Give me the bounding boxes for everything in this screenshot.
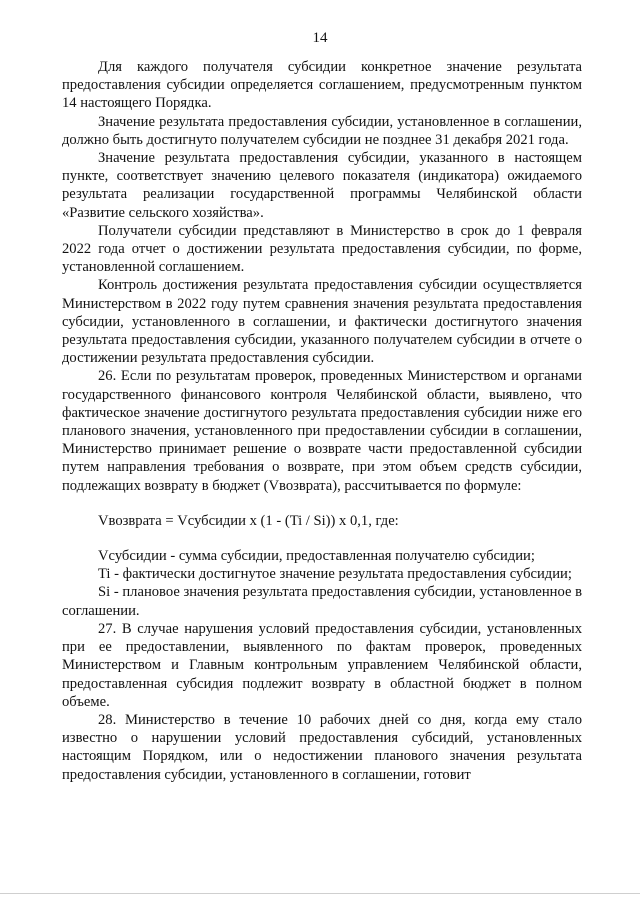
- formula: Vвозврата = Vсубсидии x (1 - (Ti / Si)) x 0,1, где:: [98, 512, 399, 529]
- definition-vsubsidy: Vсубсидии - сумма субсидии, предоставленная получателю субсидии;: [98, 548, 535, 565]
- paragraph-28: 28. Министерство в течение 10 рабочих дней со дня, когда ему стало известно о нарушении условий предоставления субсидий, установленных настоящим Порядком, или о недостижении планового значения результата предоставления субсидии, установленного в соглашении, готовит: [62, 711, 582, 783]
- paragraph-control: Контроль достижения результата предоставления субсидии осуществляется Министерством в 2022 году путем сравнения значения результата предоставления субсидии, установленного в соглашении, и фактически достигнутого значения результата предоставления субсидии, указанного получателем субсидии в отчете о достижении результата предоставления субсидии.: [62, 277, 582, 367]
- definition-ti: Ti - фактически достигнутое значение результата предоставления субсидии;: [98, 566, 572, 583]
- paragraph-report: Получатели субсидии представляют в Министерство в срок до 1 февраля 2022 года отчет о достижении результата предоставления субсидии, по форме, установленной соглашением.: [62, 222, 582, 276]
- definition-si: Si - плановое значения результата предоставления субсидии, установленное в соглашении.: [62, 584, 582, 619]
- paragraph-27: 27. В случае нарушения условий предоставления субсидии, установленных при ее предоставлении, выявленного по фактам проверок, проведенных Министерством и Главным контрольным управлением Челябинской области, предоставленная субсидия подлежит возврату в областной бюджет в полном объеме.: [62, 620, 582, 710]
- paragraph-target-indicator: Значение результата предоставления субсидии, указанного в настоящем пункте, соответствует значению целевого показателя (индикатора) ожидаемого результата реализации государственной программы Челябинской области «Развитие сельского хозяйства».: [62, 150, 582, 221]
- page-number: 14: [312, 30, 328, 46]
- paragraph-26: 26. Если по результатам проверок, проведенных Министерством и органами государственного финансового контроля Челябинской области, выявлено, что фактическое значение достигнутого результата предоставления субсидии ниже его планового значения, установленного при предоставлении субсидии в соглашении, Министерство принимает решение о возврате части предоставленной субсидии путем направления требования о возврате, при этом объем средств субсидии, подлежащих возврату в бюджет (Vвозврата), рассчитывается по формуле:: [62, 368, 582, 494]
- paragraph-deadline: Значение результата предоставления субсидии, установленное в соглашении, должно быть достигнуто получателем субсидии не позднее 31 декабря 2021 года.: [62, 113, 582, 148]
- paragraph-result-value: Для каждого получателя субсидии конкретное значение результата предоставления субсидии определяется соглашением, предусмотренным пунктом 14 настоящего Порядка.: [62, 59, 582, 112]
- page-bottom-edge: [0, 893, 640, 894]
- spacer: [62, 530, 582, 547]
- document-body: [62, 58, 582, 784]
- spacer: [62, 495, 582, 512]
